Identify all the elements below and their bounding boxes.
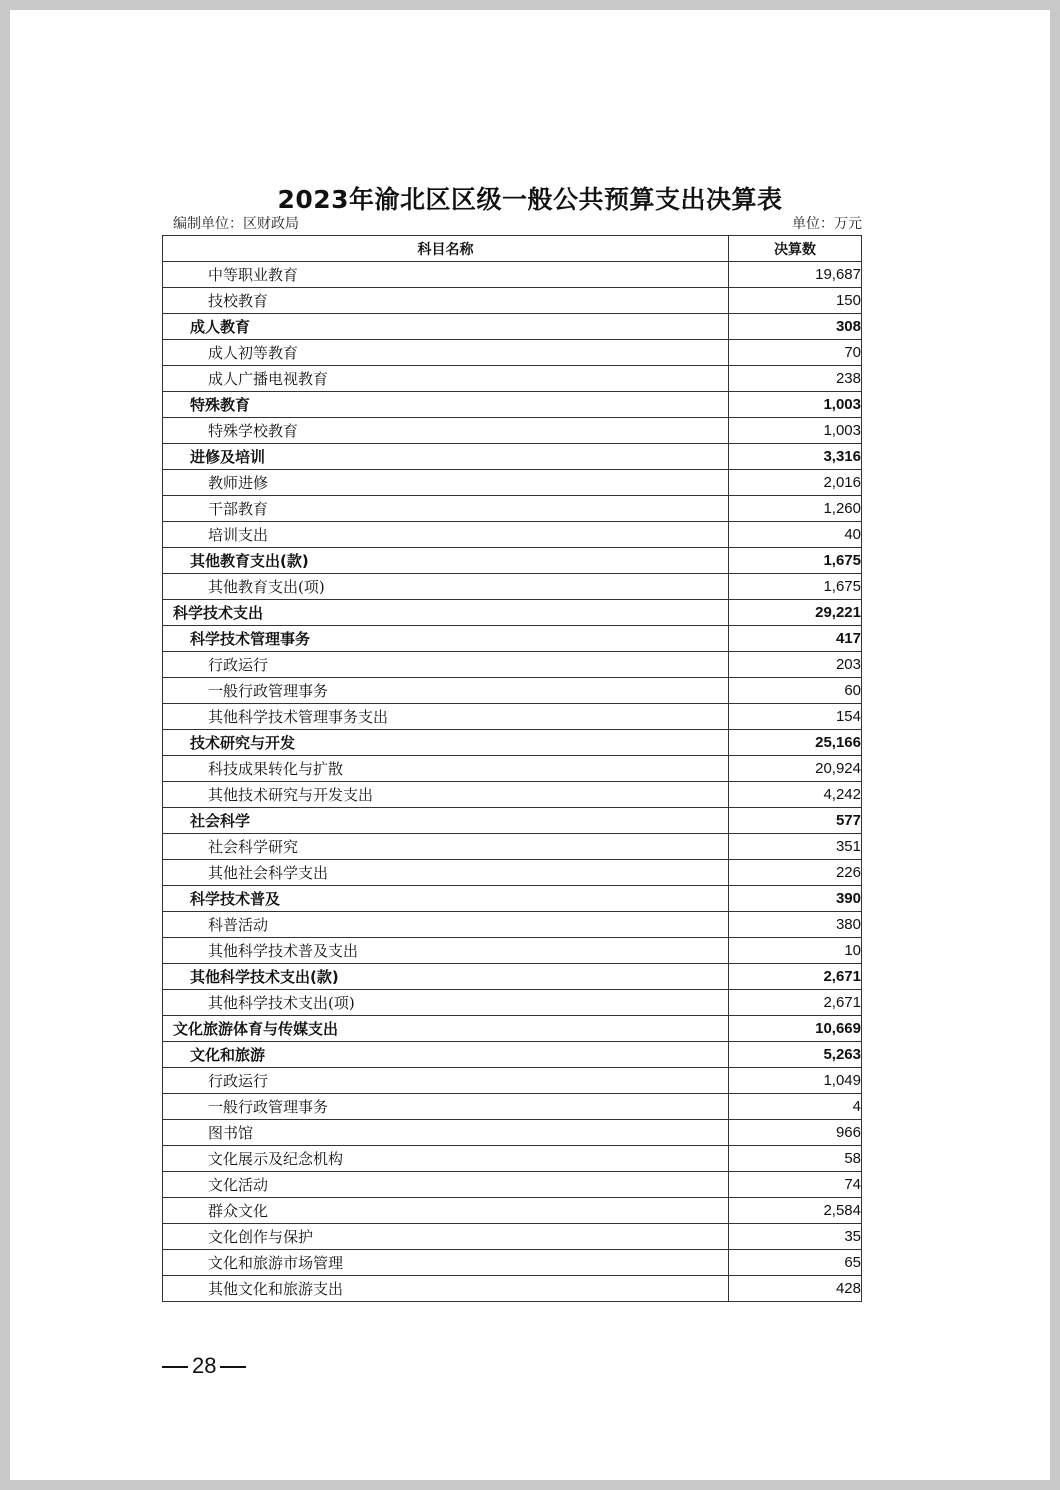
row-value: 1,675 <box>729 574 862 600</box>
row-value: 10,669 <box>729 1016 862 1042</box>
table-row <box>163 574 862 600</box>
row-name: 文化创作与保护 <box>163 1224 729 1250</box>
table-row <box>163 1120 862 1146</box>
row-value: 2,016 <box>729 470 862 496</box>
row-name: 行政运行 <box>163 1068 729 1094</box>
row-name: 其他科学技术普及支出 <box>163 938 729 964</box>
row-name: 文化和旅游 <box>163 1042 729 1068</box>
row-name: 其他科学技术管理事务支出 <box>163 704 729 730</box>
row-value: 577 <box>729 808 862 834</box>
page-title: 2023年渝北区区级一般公共预算支出决算表 <box>277 185 783 214</box>
row-value: 25,166 <box>729 730 862 756</box>
row-name: 社会科学研究 <box>163 834 729 860</box>
column-header-name: 科目名称 <box>163 236 729 262</box>
table-row <box>163 496 862 522</box>
table-row <box>163 418 862 444</box>
page-number: 28 <box>192 1353 217 1378</box>
row-name: 文化活动 <box>163 1172 729 1198</box>
row-value: 10 <box>729 938 862 964</box>
row-value: 4,242 <box>729 782 862 808</box>
table-row <box>163 522 862 548</box>
row-value: 390 <box>729 886 862 912</box>
table-row <box>163 1276 862 1302</box>
table-row <box>163 600 862 626</box>
row-value: 65 <box>729 1250 862 1276</box>
row-value: 4 <box>729 1094 862 1120</box>
document-page <box>10 10 1050 1480</box>
table-row <box>163 1250 862 1276</box>
row-name: 文化和旅游市场管理 <box>163 1250 729 1276</box>
row-name: 其他科学技术支出(款) <box>163 964 729 990</box>
row-name: 特殊学校教育 <box>163 418 729 444</box>
row-name: 成人教育 <box>163 314 729 340</box>
table-row <box>163 938 862 964</box>
compiler-label: 编制单位：区财政局 <box>173 216 299 232</box>
row-name: 科学技术普及 <box>163 886 729 912</box>
row-value: 417 <box>729 626 862 652</box>
row-name: 图书馆 <box>163 1120 729 1146</box>
row-name: 其他科学技术支出(项) <box>163 990 729 1016</box>
table-body <box>163 262 862 1302</box>
row-name: 文化展示及纪念机构 <box>163 1146 729 1172</box>
table-row <box>163 1016 862 1042</box>
row-name: 科技成果转化与扩散 <box>163 756 729 782</box>
table-row <box>163 1198 862 1224</box>
table-header-row <box>163 236 862 262</box>
row-value: 1,003 <box>729 392 862 418</box>
row-value: 1,260 <box>729 496 862 522</box>
table-row <box>163 340 862 366</box>
row-name: 文化旅游体育与传媒支出 <box>163 1016 729 1042</box>
row-value: 19,687 <box>729 262 862 288</box>
table-row <box>163 288 862 314</box>
table-row <box>163 912 862 938</box>
row-value: 238 <box>729 366 862 392</box>
row-name: 其他教育支出(款) <box>163 548 729 574</box>
page-footer <box>162 1353 246 1379</box>
table-row <box>163 990 862 1016</box>
row-value: 58 <box>729 1146 862 1172</box>
table-row <box>163 834 862 860</box>
row-value: 1,675 <box>729 548 862 574</box>
row-value: 2,671 <box>729 964 862 990</box>
row-value: 20,924 <box>729 756 862 782</box>
column-header-value: 决算数 <box>729 236 862 262</box>
row-name: 群众文化 <box>163 1198 729 1224</box>
row-value: 74 <box>729 1172 862 1198</box>
row-name: 成人初等教育 <box>163 340 729 366</box>
row-value: 308 <box>729 314 862 340</box>
footer-dash-right <box>220 1366 246 1368</box>
unit-label: 单位：万元 <box>792 216 862 232</box>
row-name: 干部教育 <box>163 496 729 522</box>
row-name: 一般行政管理事务 <box>163 1094 729 1120</box>
row-name: 进修及培训 <box>163 444 729 470</box>
row-name: 一般行政管理事务 <box>163 678 729 704</box>
row-name: 培训支出 <box>163 522 729 548</box>
table-row <box>163 886 862 912</box>
row-name: 技校教育 <box>163 288 729 314</box>
row-value: 351 <box>729 834 862 860</box>
row-name: 其他文化和旅游支出 <box>163 1276 729 1302</box>
row-value: 35 <box>729 1224 862 1250</box>
table-row <box>163 964 862 990</box>
row-value: 150 <box>729 288 862 314</box>
row-value: 966 <box>729 1120 862 1146</box>
table-row <box>163 366 862 392</box>
row-value: 428 <box>729 1276 862 1302</box>
table-row <box>163 548 862 574</box>
table-row <box>163 470 862 496</box>
row-name: 科学技术管理事务 <box>163 626 729 652</box>
row-name: 社会科学 <box>163 808 729 834</box>
table-row <box>163 1224 862 1250</box>
footer-dash-left <box>162 1366 188 1368</box>
row-value: 154 <box>729 704 862 730</box>
table-row <box>163 782 862 808</box>
table-row <box>163 314 862 340</box>
row-name: 中等职业教育 <box>163 262 729 288</box>
budget-table <box>162 235 862 1302</box>
table-row <box>163 1042 862 1068</box>
row-value: 29,221 <box>729 600 862 626</box>
table-row <box>163 808 862 834</box>
row-name: 其他社会科学支出 <box>163 860 729 886</box>
table-row <box>163 262 862 288</box>
row-value: 70 <box>729 340 862 366</box>
row-name: 技术研究与开发 <box>163 730 729 756</box>
row-name: 成人广播电视教育 <box>163 366 729 392</box>
row-value: 1,049 <box>729 1068 862 1094</box>
row-name: 其他技术研究与开发支出 <box>163 782 729 808</box>
row-value: 40 <box>729 522 862 548</box>
row-value: 2,671 <box>729 990 862 1016</box>
row-name: 行政运行 <box>163 652 729 678</box>
table-row <box>163 1146 862 1172</box>
row-name: 其他教育支出(项) <box>163 574 729 600</box>
table-row <box>163 678 862 704</box>
table-row <box>163 730 862 756</box>
table-row <box>163 444 862 470</box>
row-value: 203 <box>729 652 862 678</box>
table-row <box>163 626 862 652</box>
row-name: 科普活动 <box>163 912 729 938</box>
row-value: 1,003 <box>729 418 862 444</box>
table-row <box>163 860 862 886</box>
row-value: 5,263 <box>729 1042 862 1068</box>
row-name: 特殊教育 <box>163 392 729 418</box>
table-row <box>163 652 862 678</box>
table-row <box>163 1068 862 1094</box>
row-value: 226 <box>729 860 862 886</box>
table-row <box>163 1172 862 1198</box>
row-value: 60 <box>729 678 862 704</box>
row-value: 2,584 <box>729 1198 862 1224</box>
table-row <box>163 1094 862 1120</box>
row-name: 教师进修 <box>163 470 729 496</box>
table-row <box>163 756 862 782</box>
table-row <box>163 704 862 730</box>
row-name: 科学技术支出 <box>163 600 729 626</box>
table-row <box>163 392 862 418</box>
row-value: 3,316 <box>729 444 862 470</box>
row-value: 380 <box>729 912 862 938</box>
